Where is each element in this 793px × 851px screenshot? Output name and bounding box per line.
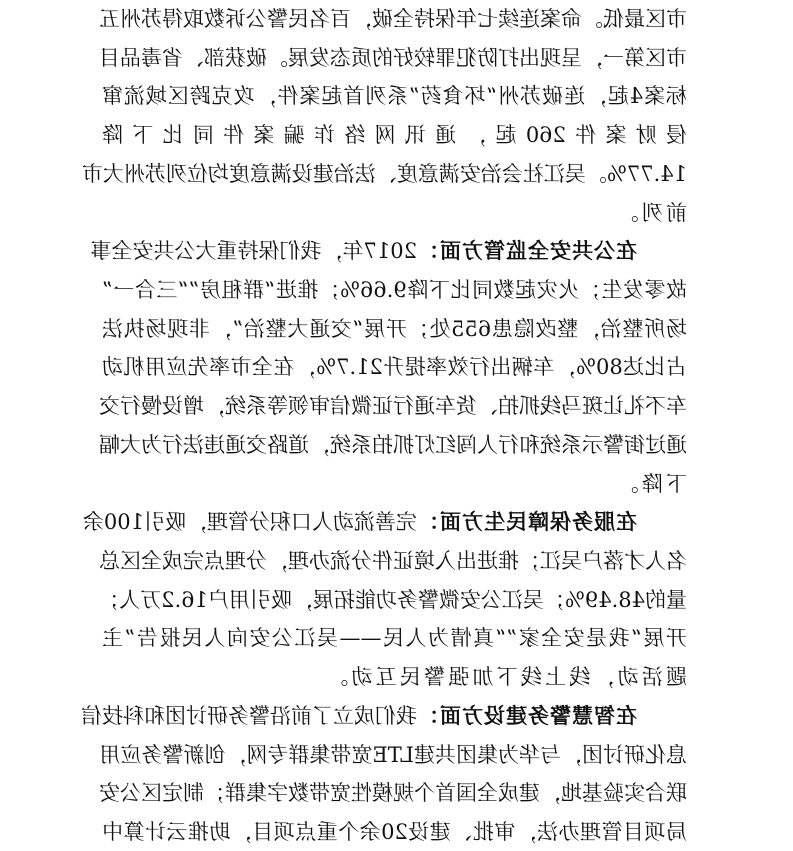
- text-line: 故零发生；火灾起数同比下降9.66%；推进“群租房”“三合一”: [102, 278, 687, 302]
- section-heading-line: 在公共安全监管方面：2017年，我们保持重大公共安全事: [90, 239, 637, 264]
- text-line: 题活动，线上线下加强警民互动。: [324, 665, 687, 690]
- section-heading: 在服务保障民生方面：: [417, 510, 637, 535]
- text-line: 前列。: [614, 200, 687, 225]
- text-line: 占比达80%，车辆出行效率提升21.7%，在全市率先应用机动: [102, 355, 687, 380]
- text-line: 标案4起，连破苏州“坏食药”系列首起案件，攻克跨区域流窜: [102, 84, 687, 109]
- text-line: 局项目管理办法，审批、建设20余个重点项目，助推云计算中: [102, 820, 687, 844]
- text-line: 场所整治，整改隐患655处；开展“交通大整治”，非现场执法: [102, 316, 687, 341]
- text-line: 息化研讨团，与华为集团共建LTE宽带集群专网，创新警务应用: [99, 742, 687, 767]
- text-line: 侵财案件260起，通讯网络诈骗案件同比下降: [102, 123, 687, 148]
- text-line: 量的48.49%；吴江公安微警务功能拓展，吸引用户16.2万人；: [98, 587, 687, 612]
- text-line: 通过街警示系统和行人闯红灯抓拍系统，道路交通违法行为大幅: [99, 432, 687, 457]
- text-line: 14.77%。吴江社会治安满意度、法治建设满意度均位列苏州大市: [81, 161, 687, 186]
- text-line: 名人才落户吴江；推进出入境证件分流办理，分理点完成全区总: [99, 549, 687, 573]
- section-heading: 在智慧警务建设方面：: [417, 703, 637, 728]
- text-line: 联合实验基地，建成全国首个规模性宽带数字集群；制定区公安: [99, 781, 687, 806]
- text-line: 市区最低。命案连续七年保持全破，百名民警公诉数取得苏州五: [99, 7, 687, 31]
- text-line: 下降。: [614, 471, 687, 496]
- section-heading: 在公共安全监管方面：: [417, 239, 637, 264]
- section-heading-line: 在服务保障民生方面：完善流动人口积分管理，吸引100余: [82, 510, 637, 535]
- text-line: 车不礼让斑马线抓拍、货车通行证微信审领等系统，增设慢行交: [99, 394, 687, 419]
- text-line: 开展“我是安全家”“真情为人民——吴江公安向人民报告”主: [102, 626, 687, 651]
- text-line: 市区第一，呈现出打防犯罪较好的质态发展。破获部、省毒品目: [99, 45, 687, 70]
- section-heading-line: 在智慧警务建设方面：我们成立了前沿警务研讨团和科技信: [81, 703, 637, 728]
